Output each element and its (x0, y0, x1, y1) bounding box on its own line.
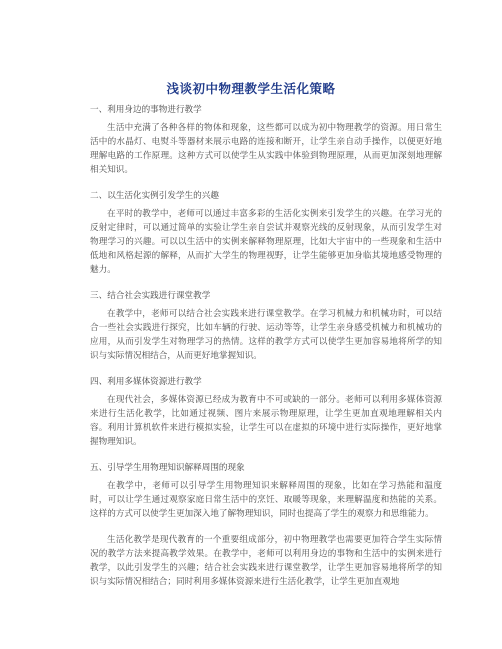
section-paragraph: 在平时的教学中，老师可以通过丰富多彩的生活化实例来引发学生的兴趣。在学习光的反射定律时，可以通过简单的实验让学生亲自尝试并观察光线的反射现象，从而引发学生对物理学习的兴趣。可以以生活中的实例来解释物理原理，比如大宇宙中的一些现象和生活中低地和风格起源的解释，从而扩大学生的物理视野，让学生能够更加身临其境地感受物理的魅力。 (90, 209, 442, 275)
section-heading: 三、结合社会实践进行课堂教学 (90, 291, 211, 301)
conclusion (90, 533, 442, 589)
section-4 (90, 375, 442, 449)
section-heading: 五、引导学生用物理知识解释周围的现象 (90, 463, 245, 473)
section-3 (90, 289, 442, 363)
section-heading: 二、以生活化实例引发学生的兴趣 (90, 191, 219, 201)
section-2 (90, 189, 442, 277)
section-paragraph: 在教学中，老师可以引导学生用物理知识来解释周围的现象，比如在学习热能和温度时，可以让学生通过观察家庭日常生活中的烹饪、取暖等现象，来理解温度和热能的关系。这样的方式可以使学生更加深入地了解物理知识，同时也提高了学生的观察力和思维能力。 (90, 481, 442, 519)
section-heading: 四、利用多媒体资源进行教学 (90, 377, 202, 387)
section-paragraph: 生活中充满了各种各样的物体和现象，这些都可以成为初中物理教学的资源。用日常生活中的水晶灯、电熨斗等器材来展示电路的连接和断开，让学生亲自动手操作，以便更好地理解电路的工作原理。这种方式可以使学生从实践中体验到物理原理，从而更加深刻地理解相关知识。 (90, 123, 442, 175)
section-5 (90, 461, 442, 521)
section-paragraph: 在教学中，老师可以结合社会实践来进行课堂教学。在学习机械力和机械功时，可以结合一些社会实践进行探究，比如车辆的行驶、运动等等，让学生亲身感受机械力和机械功的应用，从而引发学生对物理学习的热情。这样的教学方式可以使学生更加容易地将所学的知识与实际情况相结合，从而更好地掌握知识。 (90, 309, 442, 361)
document-body (90, 103, 442, 601)
section-heading: 一、利用身边的事物进行教学 (90, 105, 202, 115)
document-title: 浅谈初中物理教学生活化策略 (166, 81, 336, 96)
conclusion-paragraph: 生活化教学是现代教育的一个重要组成部分，初中物理教学也需要更加符合学生实际情况的教学方法来提高教学效果。在教学中，老师可以利用身边的事物和生活中的实例来进行教学，以此引发学生的兴趣；结合社会实践来进行课堂教学，让学生更加容易地将所学的知识与实际情况相结合；同时利用多媒体资源来进行生活化教学，让学生更加直观地 (90, 535, 442, 587)
section-1 (90, 103, 442, 177)
section-paragraph: 在现代社会，多媒体资源已经成为教育中不可或缺的一部分。老师可以利用多媒体资源来进行生活化教学，比如通过视频、图片来展示物理原理，让学生更加直观地理解相关内容。利用计算机软件来进行模拟实验，让学生可以在虚拟的环境中进行实际操作，更好地掌握物理知识。 (90, 395, 442, 447)
